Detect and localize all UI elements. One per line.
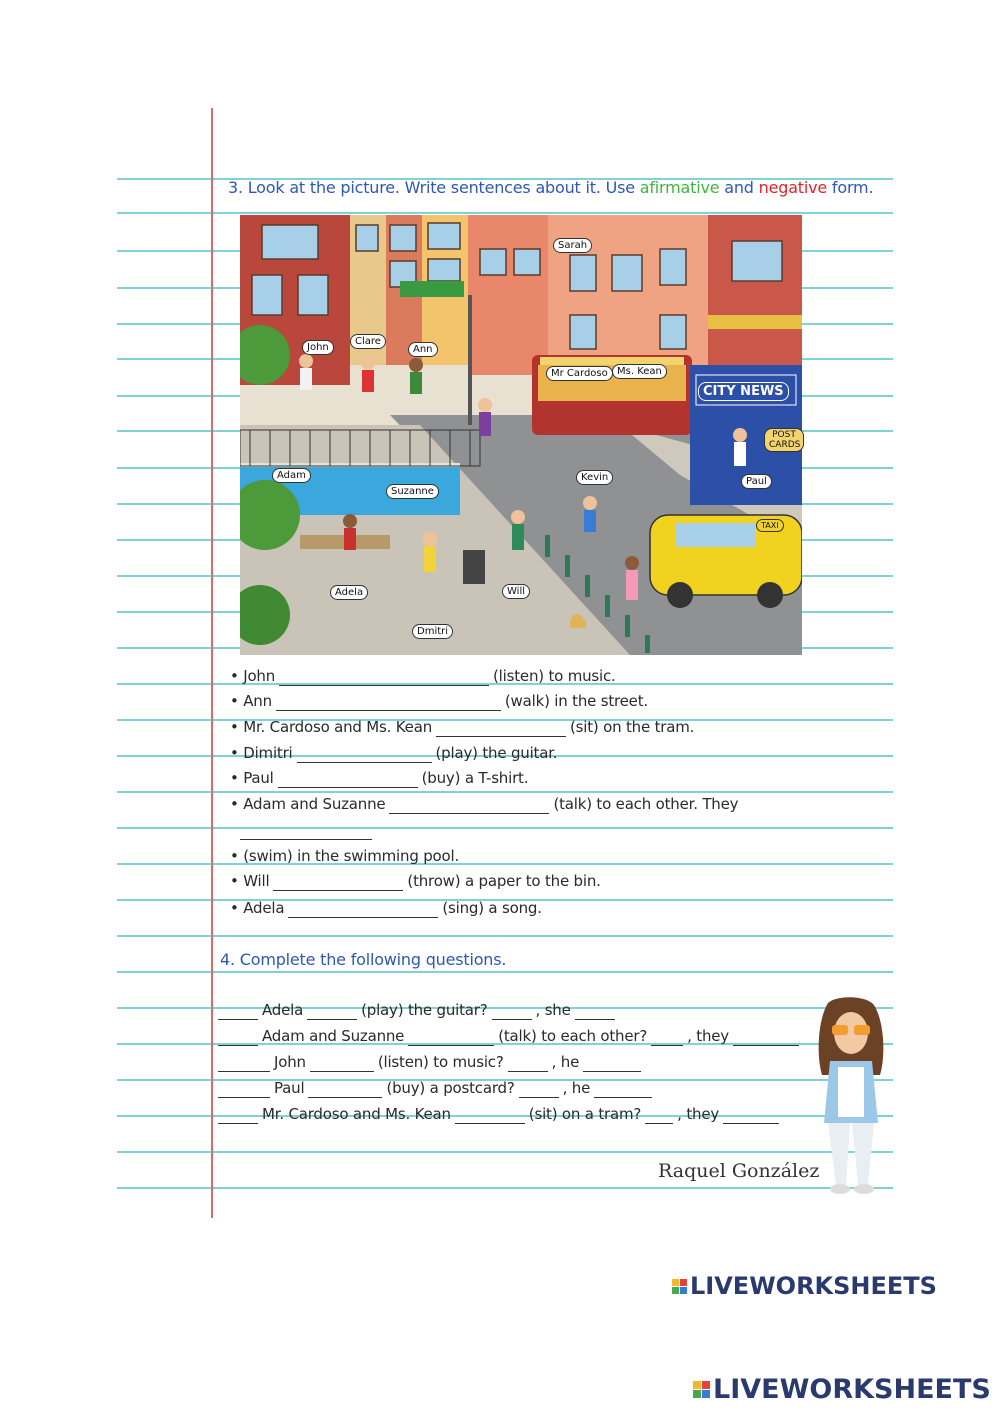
sentence-row	[230, 667, 616, 686]
answer-input[interactable]	[218, 1109, 258, 1124]
label-will: Will	[502, 584, 530, 599]
answer-input[interactable]	[519, 1083, 559, 1098]
question-verb: (listen) to music?	[377, 1053, 504, 1071]
label-ann: Ann	[408, 342, 438, 357]
sentence-row	[230, 847, 459, 865]
liveworksheets-logo-footer[interactable]	[693, 1374, 991, 1405]
sentence-row	[230, 795, 738, 814]
author-signature: Raquel González	[658, 1160, 820, 1182]
ruled-line	[117, 791, 893, 793]
question-subject: Adela	[262, 1001, 304, 1019]
character-illustration	[808, 995, 894, 1197]
logo-text: LIVEWORKSHEETS	[690, 1272, 937, 1300]
label-post-cards: POST CARDS	[764, 428, 804, 452]
sentence-verb: (sit) on the tram.	[570, 718, 695, 736]
sentence-subject: • Will	[230, 872, 270, 890]
answer-input[interactable]	[310, 1057, 374, 1072]
question-subject: John	[274, 1053, 306, 1071]
question-row: Mr. Cardoso and Ms. Kean (sit) on a tram? , they	[218, 1105, 783, 1124]
question-row: John (listen) to music? , he	[218, 1053, 645, 1072]
answer-input[interactable]	[436, 722, 566, 737]
logo-text: LIVEWORKSHEETS	[713, 1374, 991, 1405]
question-row: Adam and Suzanne (talk) to each other? , they	[218, 1027, 803, 1046]
liveworksheets-icon	[693, 1381, 710, 1398]
label-kean: Ms. Kean	[612, 364, 667, 379]
question-row: Adela (play) the guitar? , she	[218, 1001, 619, 1020]
answer-input[interactable]	[279, 671, 489, 686]
sentence-row	[230, 899, 542, 918]
exercise-4-title: 4. Complete the following questions.	[220, 950, 507, 969]
answer-input[interactable]	[276, 696, 501, 711]
sentence-row	[230, 872, 601, 891]
sentence-verb: (walk) in the street.	[504, 692, 648, 710]
answer-input[interactable]	[218, 1031, 258, 1046]
answer-input[interactable]	[218, 1057, 270, 1072]
ruled-line	[117, 1187, 893, 1189]
answer-input[interactable]	[408, 1031, 494, 1046]
label-kevin: Kevin	[576, 470, 613, 485]
ruled-line	[117, 935, 893, 937]
title-and: and	[719, 178, 759, 197]
label-adam: Adam	[272, 468, 311, 483]
ruled-line	[117, 827, 893, 829]
sentence-verb: (listen) to music.	[493, 667, 616, 685]
exercise-3-title	[228, 178, 873, 197]
sentence-row	[230, 769, 528, 788]
question-pronoun: she	[544, 1001, 571, 1019]
answer-input[interactable]	[733, 1031, 799, 1046]
sentence-row	[230, 718, 694, 737]
answer-input[interactable]	[218, 1083, 270, 1098]
answer-input[interactable]	[307, 1005, 357, 1020]
question-subject: Mr. Cardoso and Ms. Kean	[262, 1105, 451, 1123]
answer-input[interactable]	[389, 799, 549, 814]
question-row: Paul (buy) a postcard? , he	[218, 1079, 656, 1098]
answer-input[interactable]	[308, 1083, 382, 1098]
label-cardoso: Mr Cardoso	[546, 366, 613, 381]
sentence-subject: • (swim) in the swimming pool.	[230, 847, 460, 865]
answer-input[interactable]	[455, 1109, 525, 1124]
question-subject: Adam and Suzanne	[262, 1027, 405, 1045]
question-verb: (sit) on a tram?	[528, 1105, 642, 1123]
sentence-subject: • Paul	[230, 769, 274, 787]
ruled-line	[117, 971, 893, 973]
sentence-verb: (play) the guitar.	[435, 744, 558, 762]
label-paul: Paul	[741, 474, 772, 489]
label-dmitri: Dmitri	[412, 624, 453, 639]
question-subject: Paul	[274, 1079, 305, 1097]
question-verb: (buy) a postcard?	[386, 1079, 515, 1097]
label-adela: Adela	[330, 585, 368, 600]
title-text: 3. Look at the picture. Write sentences about it. Use	[228, 178, 640, 197]
answer-input[interactable]	[594, 1083, 652, 1098]
answer-input[interactable]	[645, 1109, 673, 1124]
answer-input[interactable]	[508, 1057, 548, 1072]
title-affirmative: afirmative	[639, 178, 720, 197]
answer-input[interactable]	[297, 748, 432, 763]
title-negative: negative	[758, 178, 828, 197]
title-end: form.	[827, 178, 874, 197]
sentence-verb: (sing) a song.	[442, 899, 542, 917]
label-clare: Clare	[350, 334, 386, 349]
ruled-line	[117, 1151, 893, 1153]
sentence-verb: (talk) to each other. They	[553, 795, 739, 813]
answer-input[interactable]	[492, 1005, 532, 1020]
answer-input[interactable]	[218, 1005, 258, 1020]
question-verb: (talk) to each other?	[498, 1027, 648, 1045]
label-taxi: TAXI	[756, 519, 784, 532]
question-pronoun: they	[686, 1105, 720, 1123]
margin-line	[211, 108, 213, 1218]
sentence-verb: (buy) a T-shirt.	[421, 769, 529, 787]
answer-input[interactable]	[723, 1109, 779, 1124]
answer-input[interactable]	[575, 1005, 615, 1020]
sentence-row	[230, 692, 648, 711]
liveworksheets-icon	[672, 1279, 687, 1294]
answer-input[interactable]	[278, 773, 418, 788]
question-pronoun: he	[571, 1079, 591, 1097]
label-city-news: CITY NEWS	[698, 382, 789, 401]
question-pronoun: he	[560, 1053, 580, 1071]
sentence-subject: • Dimitri	[230, 744, 293, 762]
sentence-row	[230, 744, 557, 763]
answer-input[interactable]	[273, 876, 403, 891]
liveworksheets-logo[interactable]	[672, 1272, 937, 1300]
sentence-subject: • Adela	[230, 899, 285, 917]
answer-input[interactable]	[240, 825, 372, 840]
sentence-subject: • Ann	[230, 692, 272, 710]
label-suzanne: Suzanne	[386, 484, 439, 499]
sentence-subject: • John	[230, 667, 276, 685]
answer-input[interactable]	[583, 1057, 641, 1072]
label-sarah: Sarah	[553, 238, 592, 253]
sentence-row	[240, 821, 376, 840]
sentence-subject: • Adam and Suzanne	[230, 795, 386, 813]
question-verb: (play) the guitar?	[361, 1001, 488, 1019]
answer-input[interactable]	[651, 1031, 683, 1046]
answer-input[interactable]	[288, 903, 438, 918]
question-pronoun: they	[696, 1027, 729, 1045]
sentence-verb: (throw) a paper to the bin.	[407, 872, 601, 890]
sentence-subject: • Mr. Cardoso and Ms. Kean	[230, 718, 433, 736]
ruled-line	[117, 212, 893, 214]
label-john: John	[302, 340, 334, 355]
